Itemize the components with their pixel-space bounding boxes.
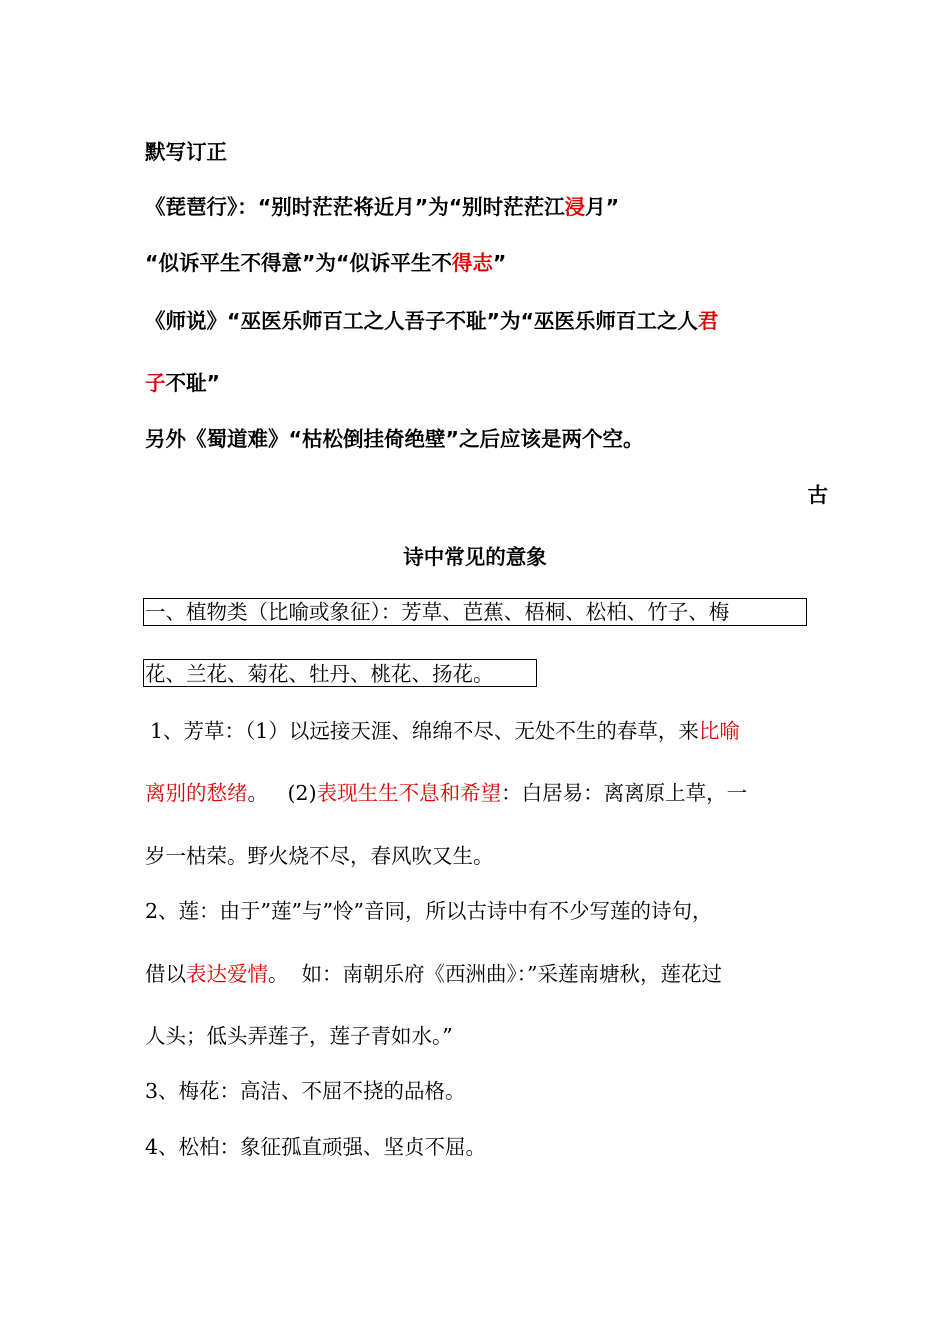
text: 。 如：南朝乐府《西洲曲》：”采莲南塘秋，莲花过 [268,962,723,986]
corrected-char: 子 [145,371,166,395]
item-fangcao-line-2 [145,779,747,807]
text: 《师说》“巫医乐师百工之人吾子不耻”为“巫医乐师百工之人 [145,309,698,333]
corrected-char: 浸 [564,195,586,219]
correction-line-pingsheng [145,249,506,277]
stray-character: 古 [807,483,828,507]
section-title: 诗中常见的意象 [403,545,547,569]
corrected-char: 君 [697,309,719,333]
heading-line-2: 花、兰花、菊花、牡丹、桃花、扬花。 [145,662,494,686]
item-fangcao-line-3: 岁一枯荣。野火烧不尽，春风吹又生。 [145,844,494,868]
text: 《琵琶行》：“别时茫茫将近月”为“别时茫茫江 [145,195,565,219]
item-lian-line-2 [145,960,722,988]
text: ” [492,251,507,275]
highlight: 表现生生不息和希望 [316,781,502,805]
text: ：白居易：离离原上草，一 [501,781,748,805]
text: 1、芳草：（1）以远接天涯、绵绵不尽、无处不生的春草，来 [150,719,699,743]
item-songbai: 4、松柏：象征孤直顽强、坚贞不屈。 [145,1135,487,1159]
text: 借以 [145,962,186,986]
corrections-title: 默写订正 [145,140,227,164]
highlight: 离别的愁绪 [145,781,248,805]
corrected-chars: 得志 [451,251,493,275]
text: 不耻” [165,371,220,395]
text: 。 (2) [247,781,317,805]
correction-line-shishuo-cont [145,369,220,397]
text: “似诉平生不得意”为“似诉平生不 [145,251,452,275]
correction-line-shishuo [145,307,718,335]
correction-line-shudaonan: 另外《蜀道难》“枯松倒挂倚绝壁”之后应该是两个空。 [145,427,644,451]
heading-line-1: 一、植物类（比喻或象征）：芳草、芭蕉、梧桐、松柏、竹子、梅 [145,600,730,624]
item-lian-line-3: 人头；低头弄莲子，莲子青如水。” [145,1024,453,1048]
item-lian-line-1: 2、莲：由于”莲”与”怜”音同，所以古诗中有不少写莲的诗句， [145,899,713,923]
item-fangcao-line-1 [150,717,740,745]
highlight: 比喻 [698,719,740,743]
item-meihua: 3、梅花：高洁、不屈不挠的品格。 [145,1079,466,1103]
text: 月” [585,195,620,219]
highlight: 表达爱情 [186,962,268,986]
correction-line-pipa [145,193,619,221]
